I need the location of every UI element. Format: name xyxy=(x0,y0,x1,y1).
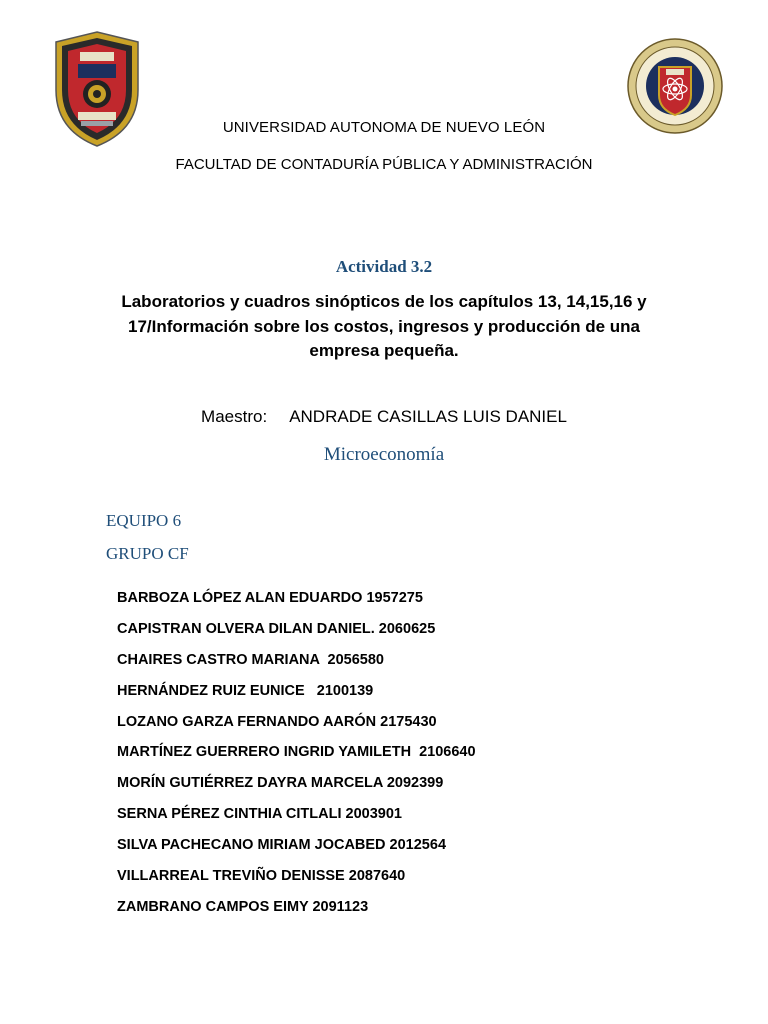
list-item: VILLARREAL TREVIÑO DENISSE 2087640 xyxy=(117,868,406,885)
list-item: BARBOZA LÓPEZ ALAN EDUARDO 1957275 xyxy=(117,590,423,606)
title-line: Laboratorios y cuadros sinópticos de los capítulos 13, 14,15,16 y xyxy=(121,292,647,311)
teacher-label: Maestro: xyxy=(201,407,268,426)
list-item: MORÍN GUTIÉRREZ DAYRA MARCELA 2092399 xyxy=(117,775,444,792)
university-name: UNIVERSIDAD AUTONOMA DE NUEVO LEÓN xyxy=(222,119,546,136)
group-label: GRUPO CF xyxy=(106,544,189,563)
list-item: SERNA PÉREZ CINTHIA CITLALI 2003901 xyxy=(117,806,402,823)
subject-name: Microeconomía xyxy=(323,444,445,465)
list-item: CAPISTRAN OLVERA DILAN DANIEL. 2060625 xyxy=(117,620,436,637)
list-item: MARTÍNEZ GUERRERO INGRID YAMILETH 2106640 xyxy=(117,744,476,761)
title-line: empresa pequeña. xyxy=(309,341,459,360)
list-item: ZAMBRANO CAMPOS EIMY 2091123 xyxy=(117,898,369,915)
teacher-name: ANDRADE CASILLAS LUIS DANIEL xyxy=(289,407,567,426)
member-list xyxy=(117,588,476,928)
list-item: LOZANO GARZA FERNANDO AARÓN 2175430 xyxy=(117,713,437,730)
title-line: 17/Información sobre los costos, ingresos y producción de una xyxy=(127,316,640,336)
faculty-name: FACULTAD DE CONTADURÍA PÚBLICA Y ADMINISTRACIÓN xyxy=(175,156,593,173)
list-item: HERNÁNDEZ RUIZ EUNICE 2100139 xyxy=(117,682,374,699)
document-title xyxy=(96,290,672,364)
team-label: EQUIPO 6 xyxy=(106,511,182,530)
list-item: SILVA PACHECANO MIRIAM JOCABED 2012564 xyxy=(117,837,447,854)
teacher-line xyxy=(0,407,768,427)
activity-title: Actividad 3.2 xyxy=(335,257,433,276)
list-item: CHAIRES CASTRO MARIANA 2056580 xyxy=(117,651,384,668)
